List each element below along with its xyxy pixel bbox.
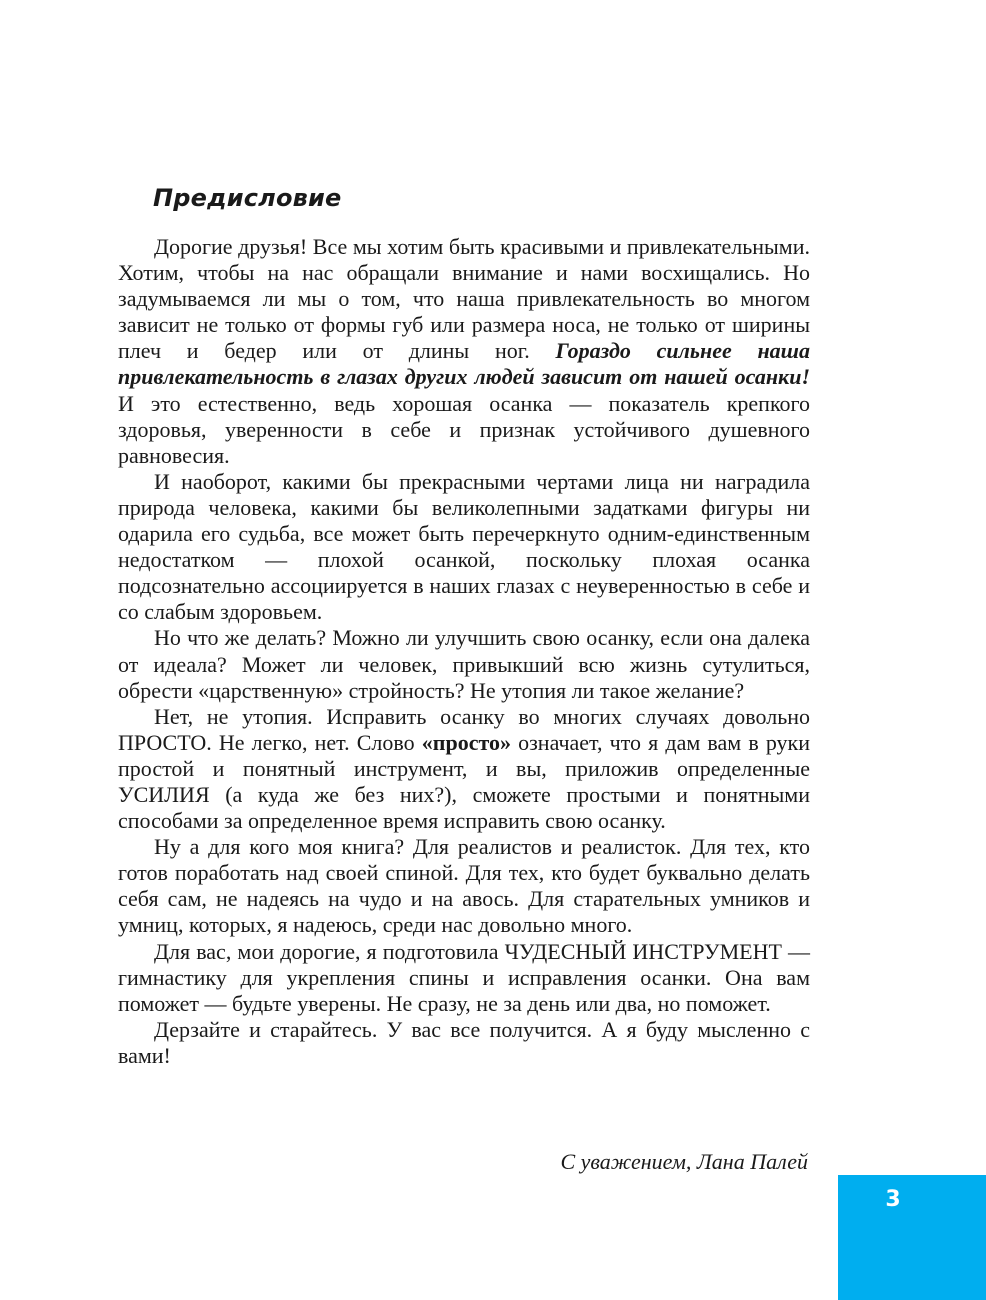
- paragraph-3: Но что же делать? Можно ли улучшить свою осанку, если она далека от идеала? Может ли человек, привыкший всю жизнь сутулиться, обрести «царственную» стройность? Не утопия ли такое желание?: [118, 625, 810, 703]
- paragraph-2: И наоборот, какими бы прекрасными чертами лица ни наградила природа человека, какими бы великолепными задатками фигуры ни одарила его судьба, все может быть перечеркнуто одним-единственным недостатком — плохой осанкой, поскольку плохая осанка подсознательно ассоциируется в наших глазах с неуверенностью в себе и со слабым здоровьем.: [118, 468, 810, 625]
- paragraph-1-text-a: Дорогие друзья! Все мы хотим быть красивыми и привлекательными. Хотим, чтобы на нас обращали внимание и нами восхищались. Но задумываемся ли мы о том, что наша привлекательность во многом зависит не только от формы губ или размера носа, не только от ширины плеч и бедер или от длины ног.: [118, 234, 810, 364]
- paragraph-4-text-b: означает, что я дам вам в руки простой и понятный инструмент, и вы, приложив определенные УСИЛИЯ (а куда же без них?), сможете простыми и понятными способами за определенное время исправить свою осанку.: [118, 729, 811, 834]
- preface-body: [118, 234, 810, 1069]
- paragraph-4-bold: «просто»: [421, 729, 511, 755]
- page-title: Предисловие: [153, 184, 342, 212]
- page-number: 3: [885, 1187, 901, 1212]
- signature: С уважением, Лана Палей: [560, 1149, 808, 1174]
- paragraph-1-emphasis: Гораздо сильнее наша привлекательность в глазах других людей зависит от нашей осанки!: [118, 338, 811, 390]
- paragraph-5: Ну а для кого моя книга? Для реалистов и реалисток. Для тех, кто готов поработать над своей спиной. Для тех, кто будет буквально делать себя сам, не надеясь на чудо и на авось. Для старательных умников и умниц, которых, я надеюсь, среди нас довольно много.: [118, 834, 810, 938]
- paragraph-4-text-a: Нет, не утопия. Исправить осанку во многих случаях довольно ПРОСТО. Не легко, нет. Слово: [118, 703, 810, 755]
- paragraph-7: Дерзайте и старайтесь. У вас все получится. А я буду мысленно с вами!: [118, 1016, 810, 1068]
- page-number-tab: [838, 1175, 986, 1300]
- paragraph-6: Для вас, мои дорогие, я подготовила ЧУДЕСНЫЙ ИНСТРУМЕНТ — гимнастику для укрепления спины и исправления осанки. Она вам поможет — будьте уверены. Не сразу, не за день или два, но поможет.: [118, 938, 810, 1016]
- paragraph-4: [118, 704, 810, 834]
- paragraph-1-text-b: И это естественно, ведь хорошая осанка — показатель крепкого здоровья, уверенности в себе и признак устойчивого душевного равновесия.: [118, 390, 810, 468]
- paragraph-1: [118, 234, 810, 469]
